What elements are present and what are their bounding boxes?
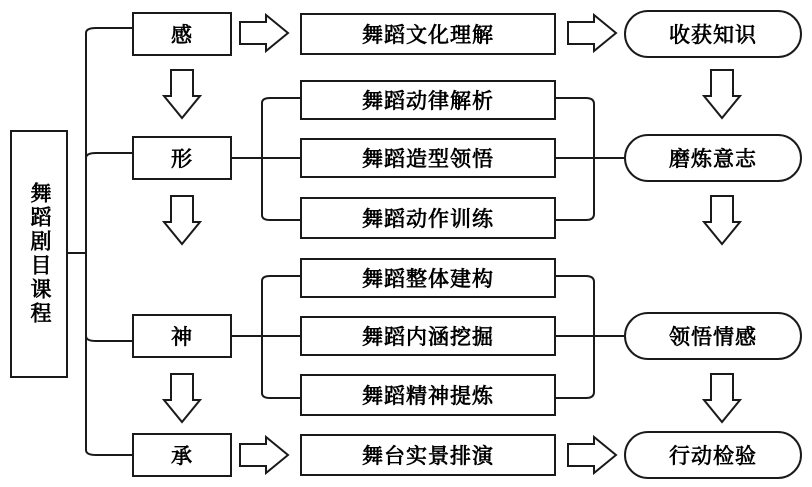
stage-label-cheng: 承 [171,445,193,468]
xing-bracket-top [262,98,300,158]
content-box-spirit-refinement[interactable] [300,374,556,416]
arrow-xing-to-shen [164,196,200,244]
xing-right-bracket-top [556,98,594,158]
stage-box-gan[interactable] [132,12,232,56]
content-label-2: 舞蹈动律解析 [362,90,494,113]
outcome-pill-action[interactable] [624,431,802,479]
shen-right-bracket-bottom [556,336,594,398]
content-label-6: 舞蹈内涵挖掘 [362,326,494,349]
content-box-culture-understanding[interactable] [300,13,556,55]
outcome-label-4: 行动检验 [669,445,757,468]
arrow-cheng-to-content [240,437,288,473]
stage-box-xing[interactable] [132,136,232,180]
brace-root-to-gan [86,28,132,253]
stage-box-cheng[interactable] [132,433,232,477]
shen-right-bracket-top [556,276,594,336]
content-label-1: 舞蹈文化理解 [362,24,494,47]
content-box-overall-construction[interactable] [300,258,556,298]
outcome-pill-knowledge[interactable] [624,10,802,58]
content-label-3: 舞蹈造型领悟 [362,148,494,171]
outcome-label-2: 磨炼意志 [669,148,757,171]
stage-label-xing: 形 [171,148,193,171]
arrow-outcome1-to-outcome2 [704,70,740,118]
content-label-5: 舞蹈整体建构 [362,268,494,291]
arrow-gan-to-content [240,15,288,51]
arrow-outcome3-to-outcome4 [704,374,740,422]
arrow-outcome2-to-outcome3 [704,196,740,244]
root-node-label: 舞蹈剧目课程 [28,182,52,326]
shen-bracket-bottom [262,336,300,398]
content-box-stage-rehearsal[interactable] [300,434,556,476]
brace-root-to-cheng [86,253,132,455]
outcome-pill-will[interactable] [624,134,802,182]
content-label-4: 舞蹈动作训练 [362,208,494,231]
content-box-connotation-mining[interactable] [300,316,556,356]
stage-label-gan: 感 [171,24,193,47]
brace-root-to-shen [86,253,132,341]
outcome-label-3: 领悟情感 [669,326,757,349]
content-label-8: 舞台实景排演 [362,445,494,468]
content-box-pose-comprehension[interactable] [300,138,556,178]
outcome-pill-emotion[interactable] [624,312,802,360]
brace-root-to-xing [86,153,132,253]
content-box-rhythm-analysis[interactable] [300,80,556,120]
xing-right-bracket-bottom [556,158,594,220]
xing-bracket-bottom [262,158,300,220]
content-label-7: 舞蹈精神提炼 [362,385,494,408]
outcome-label-1: 收获知识 [669,24,757,47]
arrow-content-to-outcome4 [568,437,616,473]
arrow-shen-to-cheng [164,374,200,422]
arrow-content-to-outcome1 [568,15,616,51]
stage-label-shen: 神 [171,326,193,349]
stage-box-shen[interactable] [132,314,232,358]
shen-bracket-top [262,276,300,336]
content-box-movement-training[interactable] [300,197,556,239]
arrow-gan-to-xing [164,70,200,118]
root-node[interactable] [10,130,68,378]
